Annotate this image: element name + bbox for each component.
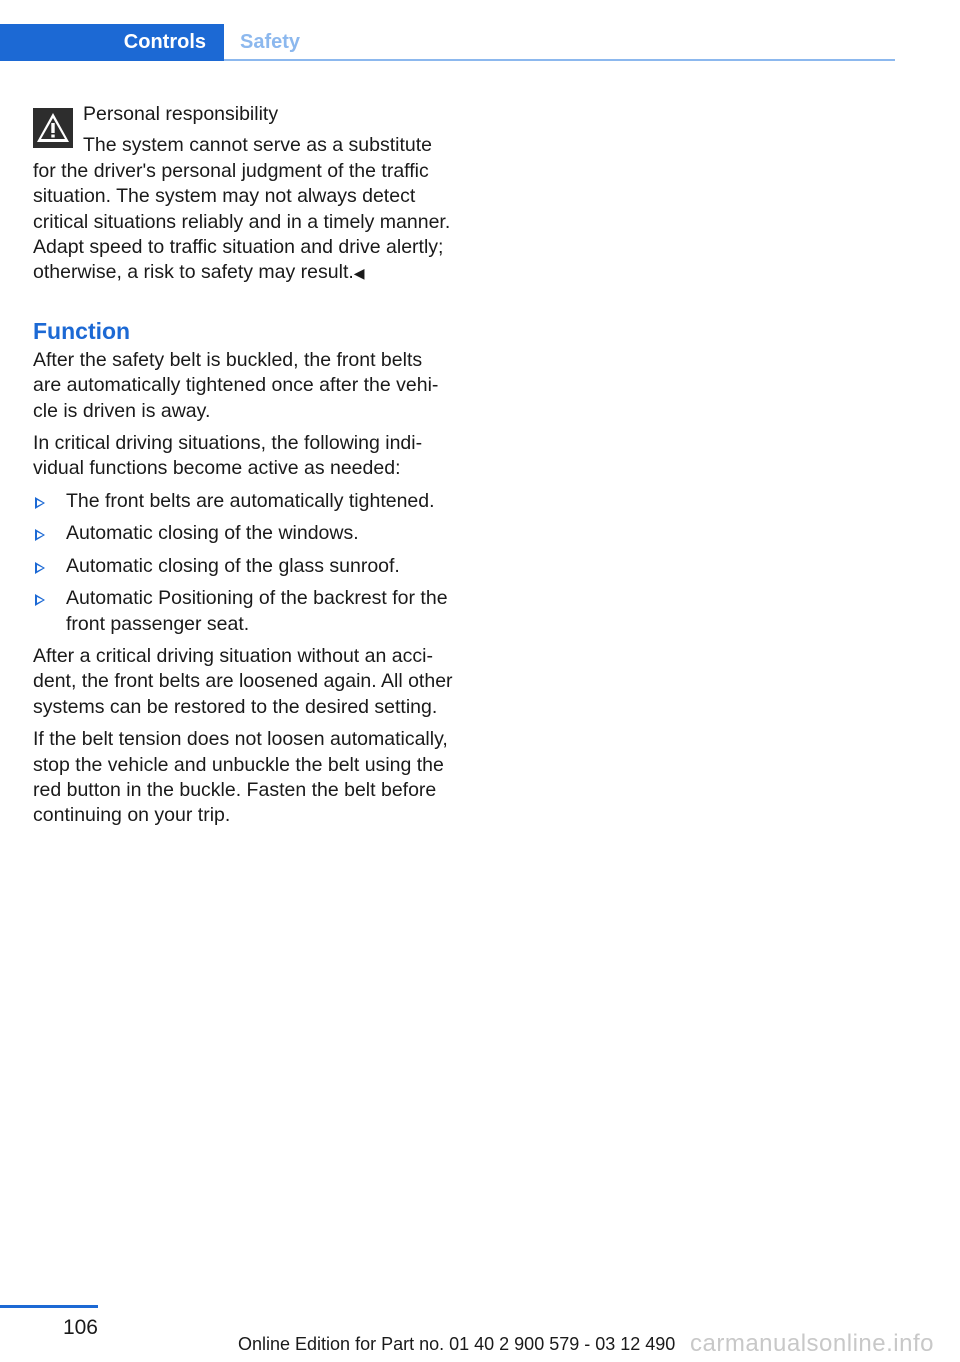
page-number: 106 — [62, 1316, 98, 1339]
header-tabs — [0, 24, 895, 61]
main-column — [33, 102, 453, 836]
warning-block — [33, 102, 453, 287]
list-item-text: Automatic closing of the glass sunroof. — [66, 554, 400, 577]
list-item-text: Automatic Positioning of the backrest for the front passenger seat. — [66, 587, 448, 635]
end-mark-icon: ◀ — [353, 265, 365, 282]
paragraph-3: After a critical driving situation without an accident, the front belts are loosened again. All other systems can be restored to the desired setting. — [33, 644, 453, 718]
footer-rule — [0, 1305, 98, 1308]
paragraph-2: In critical driving situations, the following individual functions become active as needed: — [33, 432, 423, 480]
warning-text — [33, 133, 453, 286]
section-heading: Function — [33, 317, 131, 344]
bullet-triangle-icon — [35, 562, 45, 574]
bullet-triangle-icon — [35, 497, 45, 509]
list-item — [33, 586, 453, 637]
header-rule — [224, 59, 895, 61]
watermark: carmanualsonline.info — [690, 1330, 934, 1357]
warning-triangle-icon — [33, 108, 73, 148]
edition-text: Online Edition for Part no. 01 40 2 900 579 - 03 12 490 — [238, 1334, 676, 1354]
list-item — [33, 521, 453, 546]
tab-controls-label: Controls — [123, 31, 206, 53]
warning-title: Personal responsibility — [83, 103, 279, 125]
tab-controls[interactable] — [0, 24, 224, 61]
bullet-triangle-icon — [35, 529, 45, 541]
list-item — [33, 554, 453, 579]
function-list — [33, 489, 453, 637]
warning-text-body: The system cannot serve as a substitute for the driver's personal judgment of the traffic situation. The system may not always detect critical situations reliably and in a timely manner. Adapt speed to traffic situation and drive alertly; otherwise, a risk to safety may result. — [33, 134, 451, 284]
paragraph-1: After the safety belt is buckled, the front belts are automatically tightened once after the vehicle is driven is away. — [33, 348, 439, 422]
paragraph-4: If the belt tension does not loosen automatically, stop the vehicle and unbuckle the belt using the red button in the buckle. Fasten the belt before continuing on your trip. — [33, 728, 448, 827]
list-item-text: The front belts are automatically tightened. — [66, 489, 435, 512]
list-item-text: Automatic closing of the windows. — [66, 522, 359, 545]
tab-safety[interactable]: Safety — [240, 31, 301, 53]
bullet-triangle-icon — [35, 594, 45, 606]
list-item — [33, 489, 453, 514]
